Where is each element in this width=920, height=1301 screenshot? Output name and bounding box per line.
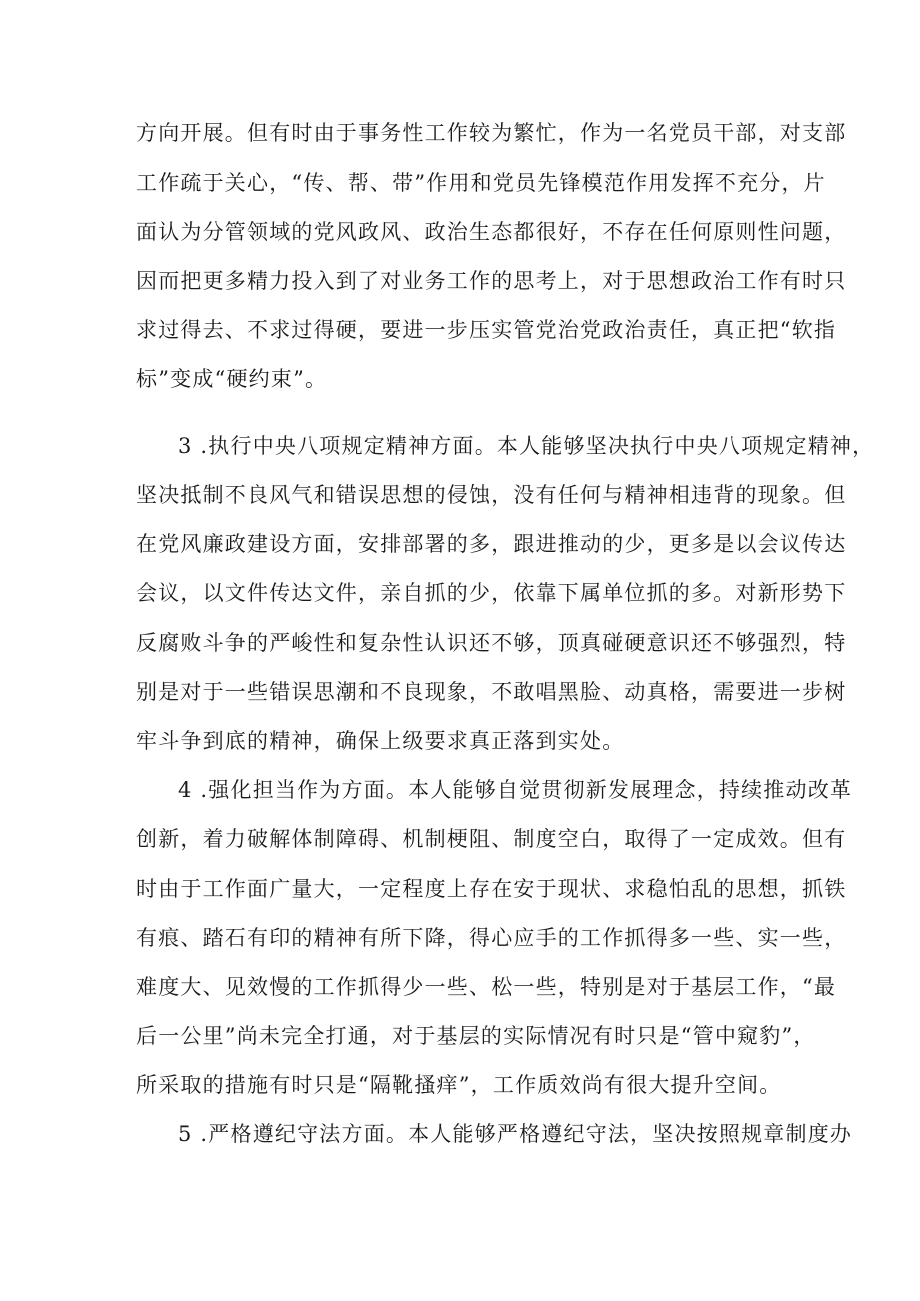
text-line: 有痕、踏石有印的精神有所下降，得心应手的工作抓得多一些、实一些， xyxy=(136,926,847,950)
text-line: 坚决抵制不良风气和错误思想的侵蚀，没有任何与精神相违背的现象。但 xyxy=(136,483,847,507)
text-line: 标”变成“硬约束”。 xyxy=(136,367,328,391)
text-line: 所采取的措施有时只是“隔靴搔痒”，工作质效尚有很大提升空间。 xyxy=(136,1073,782,1097)
text-line: 3 .执行中央八项规定精神方面。本人能够坚决执行中央八项规定精神， xyxy=(178,434,875,458)
text-line: 后一公里”尚未完全打通，对于基层的实际情况有时只是“管中窥豹”， xyxy=(136,1024,816,1048)
text-line: 难度大、见效慢的工作抓得少一些、松一些，特别是对于基层工作，“最 xyxy=(136,975,837,999)
text-line: 方向开展。但有时由于事务性工作较为繁忙，作为一名党员干部，对支部 xyxy=(136,121,847,145)
text-line: 工作疏于关心，“传、帮、带”作用和党员先锋模范作用发挥不充分，片 xyxy=(136,171,826,195)
text-line: 时由于工作面广量大，一定程度上存在安于现状、求稳怕乱的思想，抓铁 xyxy=(136,877,847,901)
text-line: 因而把更多精力投入到了对业务工作的思考上，对于思想政治工作有时只 xyxy=(136,269,847,293)
text-line: 面认为分管领域的党风政风、政治生态都很好，不存在任何原则性问题， xyxy=(136,220,847,244)
text-line: 在党风廉政建设方面，安排部署的多，跟进推动的少，更多是以会议传达 xyxy=(136,532,847,556)
text-line: 反腐败斗争的严峻性和复杂性认识还不够，顶真碰硬意识还不够强烈，特 xyxy=(136,631,847,655)
text-line: 5 .严格遵纪守法方面。本人能够严格遵纪守法，坚决按照规章制度办 xyxy=(178,1122,853,1146)
text-line: 会议，以文件传达文件，亲自抓的少，依靠下属单位抓的多。对新形势下 xyxy=(136,581,847,605)
text-line: 4 .强化担当作为方面。本人能够自觉贯彻新发展理念，持续推动改革 xyxy=(178,778,853,802)
text-line: 求过得去、不求过得硬，要进一步压实管党治党政治责任，真正把“软指 xyxy=(136,318,837,342)
text-line: 别是对于一些错误思潮和不良现象，不敢唱黑脸、动真格，需要进一步树 xyxy=(136,680,847,704)
text-line: 创新，着力破解体制障碍、机制梗阻、制度空白，取得了一定成效。但有 xyxy=(136,827,847,851)
text-line: 牢斗争到底的精神，确保上级要求真正落到实处。 xyxy=(136,729,625,753)
